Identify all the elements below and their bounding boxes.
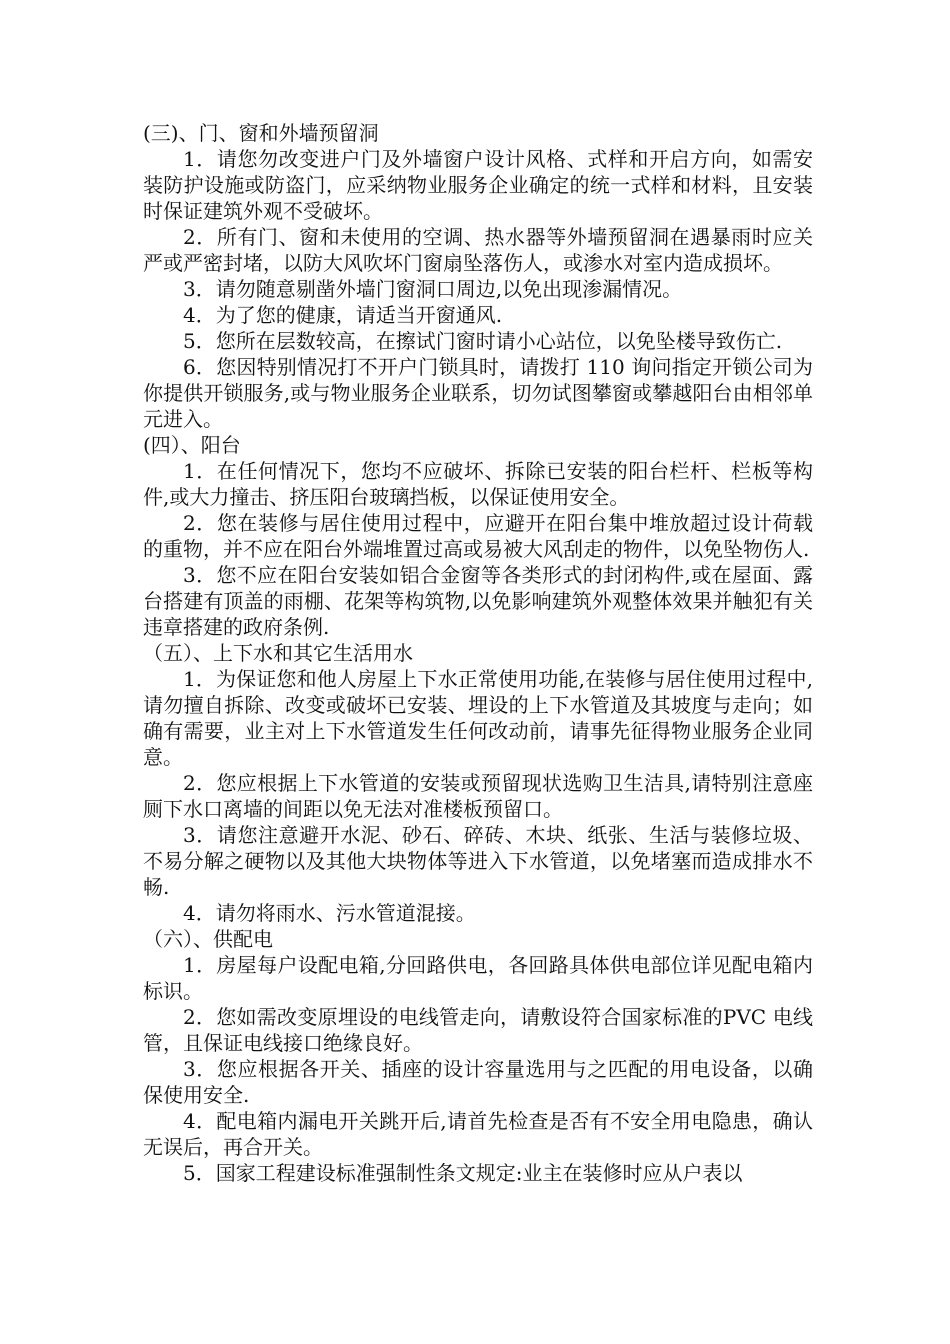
section-heading-balcony: (四）、阳台 <box>143 433 241 457</box>
paragraph-power-5: 5．国家工程建设标准强制性条文规定:业主在装修时应从户表以 <box>183 1161 743 1185</box>
section-heading-power: （六）、供配电 <box>143 927 273 951</box>
paragraph-power-1: 1．房屋每户设配电箱,分回路供电，各回路具体供电部位详见配电箱内标识。 <box>143 953 813 1003</box>
paragraph-doors-3: 3．请勿随意剔凿外墙门窗洞口周边,以免出现渗漏情况。 <box>183 277 683 301</box>
paragraph-water-4: 4．请勿将雨水、污水管道混接。 <box>183 901 476 925</box>
paragraph-water-2: 2．您应根据上下水管道的安装或预留现状选购卫生洁具,请特别注意座厕下水口离墙的间距以免无法对准楼板预留口。 <box>143 771 813 821</box>
paragraph-doors-2: 2．所有门、窗和未使用的空调、热水器等外墙预留洞在遇暴雨时应关严或严密封堵，以防大风吹坏门窗扇坠落伤人，或渗水对室内造成损坏。 <box>143 225 813 275</box>
paragraph-doors-5: 5．您所在层数较高，在擦试门窗时请小心站位，以免坠楼导致伤亡. <box>183 329 783 353</box>
paragraph-balcony-1: 1．在任何情况下，您均不应破坏、拆除已安装的阳台栏杆、栏板等构件,或大力撞击、挤压阳台玻璃挡板，以保证使用安全。 <box>143 459 813 509</box>
paragraph-water-1: 1．为保证您和他人房屋上下水正常使用功能,在装修与居住使用过程中,请勿擅自拆除、改变或破坏已安装、埋设的上下水管道及其坡度与走向；如确有需要，业主对上下水管道发生任何改动前，请事先征得物业服务企业同意。 <box>143 667 813 769</box>
section-heading-doors-windows: (三)、门、窗和外墙预留洞 <box>143 121 379 145</box>
paragraph-power-2: 2．您如需改变原埋设的电线管走向，请敷设符合国家标准的PVC 电线管，且保证电线接口绝缘良好。 <box>143 1005 813 1055</box>
paragraph-doors-6: 6．您因特别情况打不开户门锁具时，请拨打 110 询问指定开锁公司为你提供开锁服务,或与物业服务企业联系，切勿试图攀窗或攀越阳台由相邻单元进入。 <box>143 355 813 431</box>
paragraph-balcony-2: 2．您在装修与居住使用过程中，应避开在阳台集中堆放超过设计荷载的重物，并不应在阳台外端堆置过高或易被大风刮走的物件，以免坠物伤人. <box>143 511 813 561</box>
paragraph-water-3: 3．请您注意避开水泥、砂石、碎砖、木块、纸张、生活与装修垃圾、不易分解之硬物以及其他大块物体等进入下水管道，以免堵塞而造成排水不畅. <box>143 823 813 899</box>
paragraph-balcony-3: 3．您不应在阳台安装如铝合金窗等各类形式的封闭构件,或在屋面、露台搭建有顶盖的雨棚、花架等构筑物,以免影响建筑外观整体效果并触犯有关违章搭建的政府条例. <box>143 563 813 639</box>
paragraph-doors-1: 1．请您勿改变进户门及外墙窗户设计风格、式样和开启方向，如需安装防护设施或防盗门，应采纳物业服务企业确定的统一式样和材料，且安装时保证建筑外观不受破坏。 <box>143 147 813 223</box>
paragraph-power-4: 4．配电箱内漏电开关跳开后,请首先检查是否有不安全用电隐患，确认无误后，再合开关。 <box>143 1109 813 1159</box>
paragraph-doors-4: 4．为了您的健康，请适当开窗通风. <box>183 303 503 327</box>
paragraph-power-3: 3．您应根据各开关、插座的设计容量选用与之匹配的用电设备，以确保使用安全. <box>143 1057 813 1107</box>
document-body <box>143 120 813 1186</box>
section-heading-water: （五）、上下水和其它生活用水 <box>143 641 413 665</box>
